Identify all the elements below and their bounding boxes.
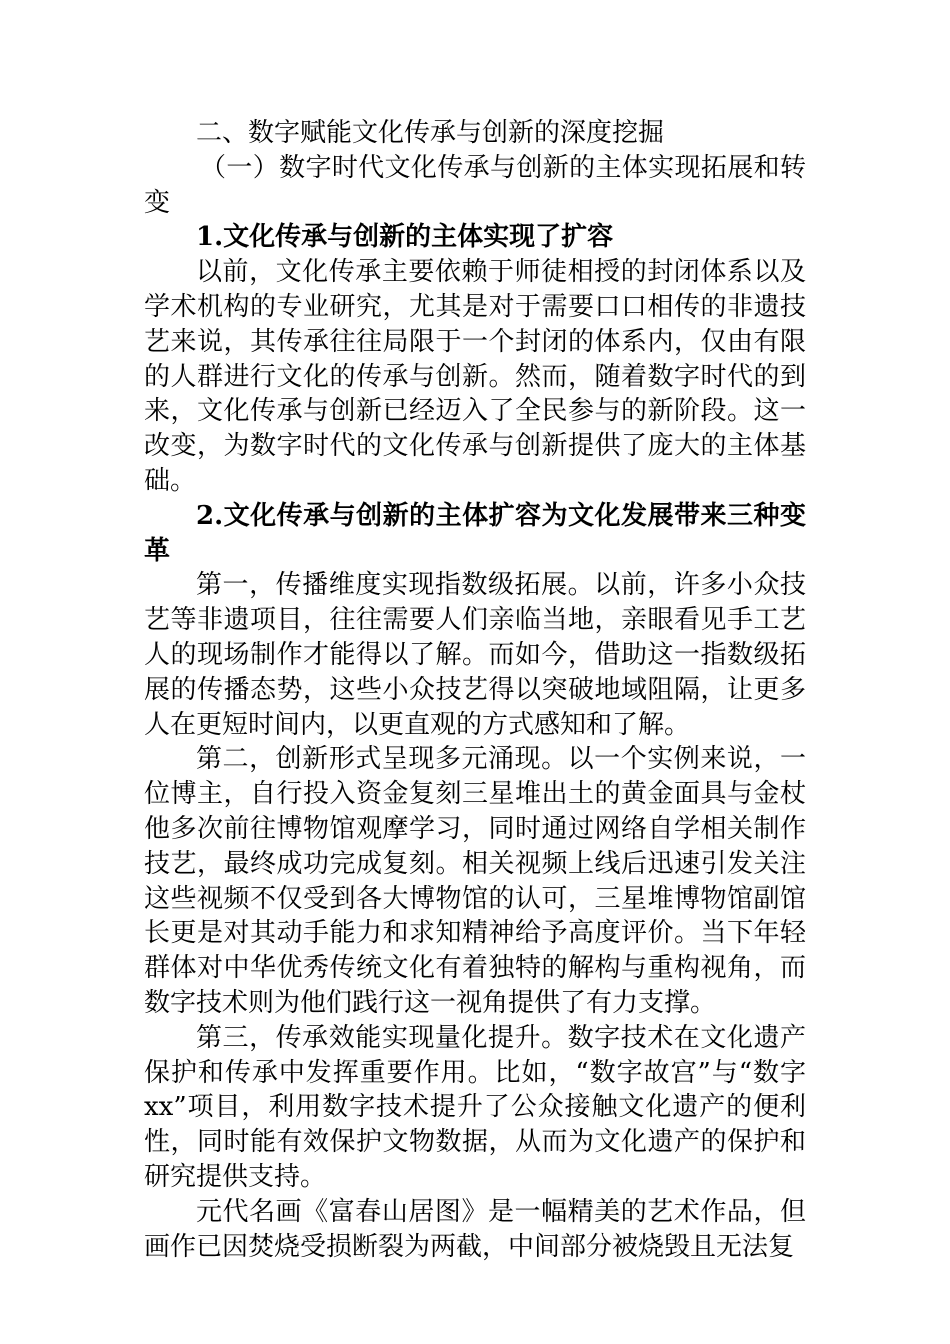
point-heading-1: 1.文化传承与创新的主体实现了扩容 <box>196 222 614 253</box>
subsection-heading: （一）数字时代文化传承与创新的主体实现拓展和转变 <box>144 152 806 218</box>
section-heading: 二、数字赋能文化传承与创新的深度挖掘 <box>196 118 665 148</box>
body-paragraph-5: 元代名画《富春山居图》是一幅精美的艺术作品，但画作已因焚烧受损断裂为两截，中间部分被烧毁且无法复 <box>144 1196 806 1262</box>
point-heading-2: 2.文化传承与创新的主体扩容为文化发展带来三种变革 <box>144 500 806 566</box>
body-paragraph-4: 第三，传承效能实现量化提升。数字技术在文化遗产保护和传承中发挥重要作用。比如，“数字故宫”与“数字 xx”项目，利用数字技术提升了公众接触文化遗产的便利性，同时能有效保护文物数据，从而为文化遗产的保护和研究提供支持。 <box>144 1022 806 1192</box>
body-paragraph-1: 以前，文化传承主要依赖于师徒相授的封闭体系以及学术机构的专业研究，尤其是对于需要口口相传的非遗技艺来说，其传承往往局限于一个封闭的体系内，仅由有限的人群进行文化的传承与创新。然而，随着数字时代的到来，文化传承与创新已经迈入了全民参与的新阶段。这一改变，为数字时代的文化传承与创新提供了庞大的主体基础。 <box>144 257 806 496</box>
body-paragraph-3: 第二，创新形式呈现多元涌现。以一个实例来说，一位博主，自行投入资金复刻三星堆出土的黄金面具与金杖他多次前往博物馆观摩学习，同时通过网络自学相关制作技艺，最终成功完成复刻。相关视频上线后迅速引发关注这些视频不仅受到各大博物馆的认可，三星堆博物馆副馆长更是对其动手能力和求知精神给予高度评价。当下年轻群体对中华优秀传统文化有着独特的解构与重构视角，而数字技术则为他们践行这一视角提供了有力支撑。 <box>144 744 806 1018</box>
document-body <box>144 116 806 1264</box>
body-paragraph-2: 第一，传播维度实现指数级拓展。以前，许多小众技艺等非遗项目，往往需要人们亲临当地，亲眼看见手工艺人的现场制作才能得以了解。而如今，借助这一指数级拓展的传播态势，这些小众技艺得以突破地域阻隔，让更多人在更短时间内，以更直观的方式感知和了解。 <box>144 570 806 740</box>
